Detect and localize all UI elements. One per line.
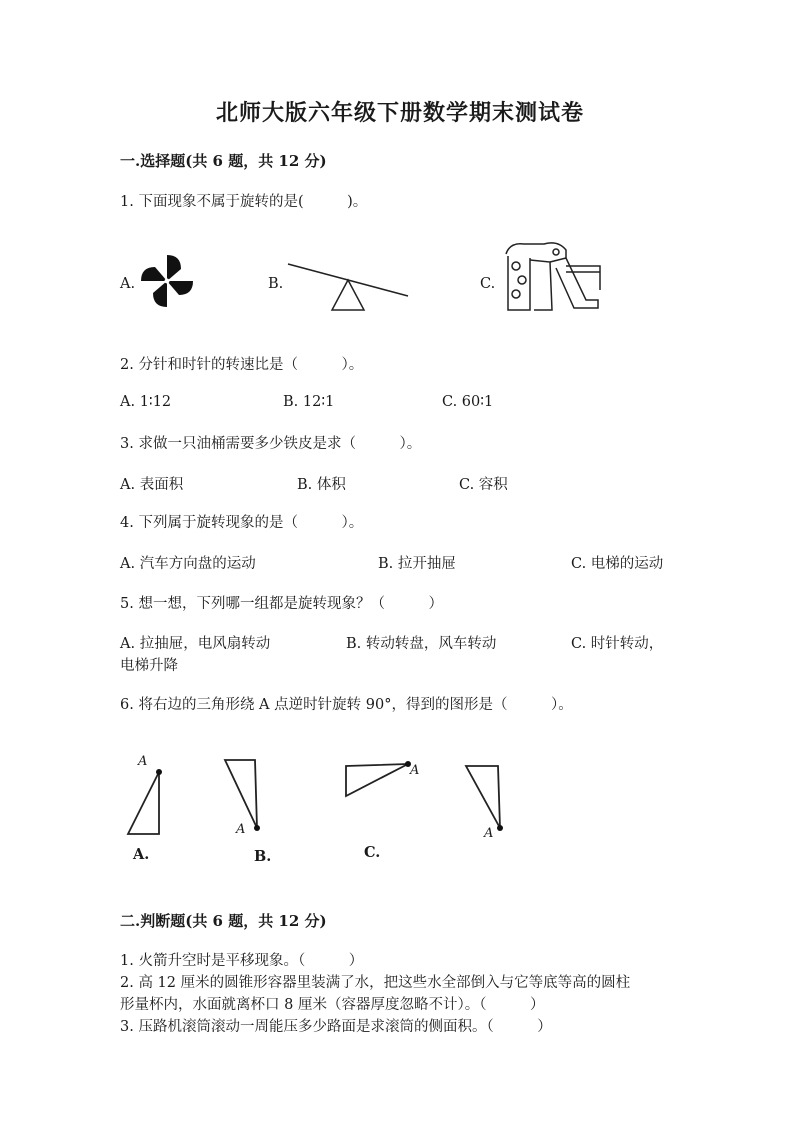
q1-option-b-label: B. [268,276,284,292]
q5-option-b: B. 转动转盘，风车转动 [346,636,497,652]
q6-option-c: C. [364,844,381,861]
q3-option-c: C. 容积 [459,477,508,493]
q6-option-b: B. [254,848,272,865]
q2-option-b: B. 12∶1 [283,394,335,410]
question-1-stem: 1. 下面现象不属于旋转的是( )。 [120,194,368,210]
tf-question-2-line-2: 形量杯内，水面就离杯口 8 厘米（容器厚度忽略不计）。（ ） [120,997,545,1013]
question-6-stem: 6. 将右边的三角形绕 A 点逆时针旋转 90°，得到的图形是（ ）。 [120,697,573,713]
q5-option-c-continued: 电梯升降 [120,658,178,674]
q3-option-a: A. 表面积 [120,477,184,493]
q6-option-a: A. [133,846,150,863]
tf-question-1: 1. 火箭升空时是平移现象。（ ） [120,953,364,969]
q4-option-c: C. 电梯的运动 [571,556,664,572]
question-4-stem: 4. 下列属于旋转现象的是（ ）。 [120,515,364,531]
triangle-option-c [338,752,418,812]
page-title: 北师大版六年级下册数学期末测试卷 [215,100,584,126]
point-a-label-b: A [236,822,246,837]
pinwheel-figure [138,252,196,310]
seesaw-figure [286,258,412,314]
slide-figure [500,238,604,318]
q4-option-a: A. 汽车方向盘的运动 [120,556,256,572]
q5-option-a: A. 拉抽屉，电风扇转动 [120,636,271,652]
q4-option-b: B. 拉开抽屉 [378,556,456,572]
point-a-label-original: A [138,754,148,769]
tf-question-2-line-1: 2. 高 12 厘米的圆锥形容器里装满了水，把这些水全部倒入与它等底等高的圆柱 [120,975,631,991]
q1-option-a-label: A. [120,276,136,292]
q1-option-c-label: C. [480,276,496,292]
question-5-stem: 5. 想一想，下列哪一组都是旋转现象？（ ） [120,596,443,612]
triangle-original [118,752,178,842]
question-2-stem: 2. 分针和时针的转速比是（ ）。 [120,357,364,373]
point-a-label-c: A [410,763,420,778]
section-heading-choice: 一.选择题(共 6 题，共 12 分) [120,152,327,170]
q5-option-c: C. 时针转动， [571,636,664,652]
tf-question-3: 3. 压路机滚筒滚动一周能压多少路面是求滚筒的侧面积。（ ） [120,1019,552,1035]
q2-option-c: C. 60∶1 [442,394,494,410]
question-3-stem: 3. 求做一只油桶需要多少铁皮是求（ ）。 [120,436,422,452]
section-heading-true-false: 二.判断题(共 6 题，共 12 分) [120,912,327,930]
q3-option-b: B. 体积 [297,477,346,493]
q2-option-a: A. 1∶12 [120,394,172,410]
point-a-label-d: A [484,826,494,841]
